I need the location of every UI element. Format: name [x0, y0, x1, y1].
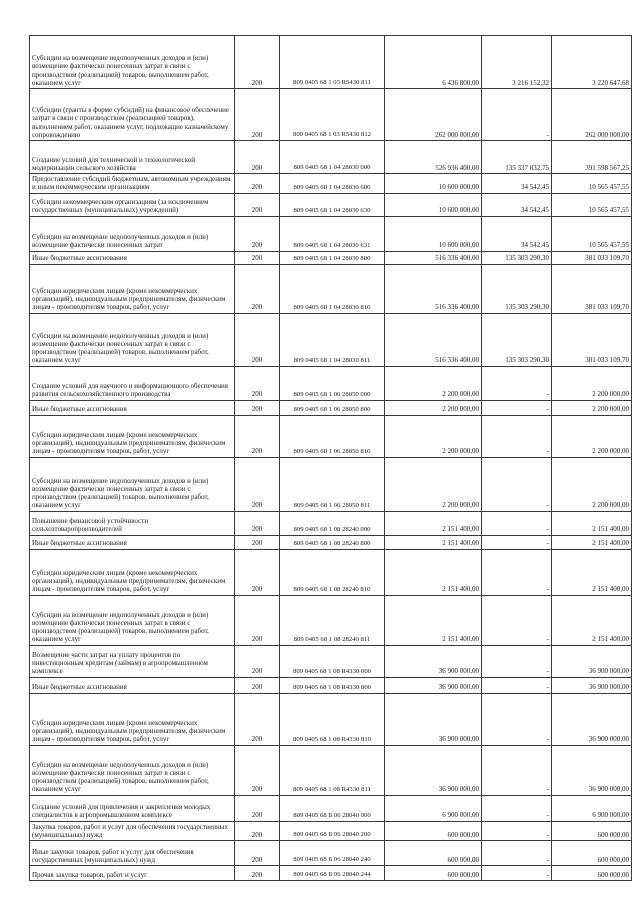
row-budget-code: 809 0405 68 Б 06 28040 000	[280, 795, 385, 821]
row-executed-amount: 135 303 290,30	[482, 313, 552, 366]
row-remaining-amount: 2 200 000,00	[552, 366, 632, 400]
row-remaining-amount: 2 200 000,00	[552, 457, 632, 511]
table-row	[30, 595, 632, 645]
row-executed-amount: -	[482, 595, 552, 645]
budget-execution-table	[29, 35, 632, 881]
row-budget-code: 809 0405 68 Б 06 28040 200	[280, 821, 385, 841]
row-executed-amount: -	[482, 89, 552, 141]
table-row	[30, 193, 632, 216]
row-approved-amount: 2 151 400,00	[385, 549, 482, 595]
row-line-code: 200	[235, 174, 280, 194]
row-budget-code: 809 0405 68 Б 06 28040 244	[280, 866, 385, 881]
row-name: Субсидии на возмещение недополученных доходов и (или) возмещение фактически понесенных затрат в связи с производством (реализацией) товаров, выполнением работ, оказанием услуг	[30, 313, 235, 366]
row-budget-code: 809 0405 68 1 06 28050 000	[280, 366, 385, 400]
row-executed-amount: 34 542,45	[482, 193, 552, 216]
row-executed-amount: -	[482, 693, 552, 745]
row-approved-amount: 2 151 400,00	[385, 535, 482, 549]
row-budget-code: 809 0405 68 1 04 28030 810	[280, 264, 385, 313]
table-row	[30, 821, 632, 841]
row-line-code: 200	[235, 645, 280, 677]
row-approved-amount: 2 151 400,00	[385, 511, 482, 535]
row-remaining-amount: 2 151 400,00	[552, 511, 632, 535]
row-remaining-amount: 381 033 109,70	[552, 251, 632, 264]
table-body	[30, 36, 632, 881]
row-executed-amount: 135 337 832,75	[482, 141, 552, 174]
row-executed-amount: -	[482, 821, 552, 841]
table-row	[30, 693, 632, 745]
row-name: Субсидии юридическим лицам (кроме некоммерческих организаций), индивидуальным предпринимателям, физическим лицам - производителям товаров, работ, услуг	[30, 415, 235, 457]
row-approved-amount: 2 200 000,00	[385, 457, 482, 511]
row-line-code: 200	[235, 216, 280, 251]
table-row	[30, 366, 632, 400]
row-approved-amount: 6 900 000,00	[385, 795, 482, 821]
row-line-code: 200	[235, 677, 280, 693]
row-executed-amount: -	[482, 841, 552, 866]
row-name: Повышение финансовой устойчивости сельхозтоваропроизводителей	[30, 511, 235, 535]
row-remaining-amount: 2 200 000,00	[552, 415, 632, 457]
row-budget-code: 809 0405 68 1 06 28050 811	[280, 457, 385, 511]
table-row	[30, 141, 632, 174]
row-line-code: 200	[235, 36, 280, 89]
row-name: Предоставление субсидий бюджетным, автономным учреждениям и иным некоммерческим организациям	[30, 174, 235, 194]
row-approved-amount: 6 436 800,00	[385, 36, 482, 89]
row-executed-amount: -	[482, 645, 552, 677]
row-approved-amount: 2 200 000,00	[385, 400, 482, 415]
row-approved-amount: 10 600 000,00	[385, 174, 482, 194]
row-line-code: 200	[235, 457, 280, 511]
row-executed-amount: -	[482, 415, 552, 457]
row-executed-amount: 135 303 290,30	[482, 251, 552, 264]
row-budget-code: 809 0405 68 1 08 R4330 000	[280, 645, 385, 677]
table-row	[30, 511, 632, 535]
row-budget-code: 809 0405 68 1 03 R5430 811	[280, 36, 385, 89]
table-row	[30, 36, 632, 89]
row-approved-amount: 36 900 000,00	[385, 745, 482, 795]
table-row	[30, 313, 632, 366]
row-line-code: 200	[235, 821, 280, 841]
table-row	[30, 415, 632, 457]
row-remaining-amount: 600 000,00	[552, 866, 632, 881]
row-remaining-amount: 381 033 109,70	[552, 313, 632, 366]
row-remaining-amount: 2 151 400,00	[552, 549, 632, 595]
row-line-code: 200	[235, 745, 280, 795]
row-line-code: 200	[235, 795, 280, 821]
row-budget-code: 809 0405 68 1 04 28030 000	[280, 141, 385, 174]
row-line-code: 200	[235, 89, 280, 141]
row-name: Прочая закупка товаров, работ и услуг	[30, 866, 235, 881]
row-line-code: 200	[235, 841, 280, 866]
row-executed-amount: -	[482, 795, 552, 821]
row-line-code: 200	[235, 511, 280, 535]
row-line-code: 200	[235, 866, 280, 881]
row-name: Создание условий для привлечения и закрепления молодых специалистов в агропромышленном комплексе	[30, 795, 235, 821]
row-remaining-amount: 2 151 400,00	[552, 535, 632, 549]
row-line-code: 200	[235, 193, 280, 216]
table-row	[30, 677, 632, 693]
row-remaining-amount: 2 151 400,00	[552, 595, 632, 645]
row-executed-amount: -	[482, 549, 552, 595]
row-line-code: 200	[235, 595, 280, 645]
row-name: Субсидии на возмещение недополученных доходов и (или) возмещение фактически понесенных затрат в связи с производством (реализацией) товаров, выполнением работ, оказанием услуг	[30, 36, 235, 89]
row-line-code: 200	[235, 549, 280, 595]
row-approved-amount: 600 000,00	[385, 821, 482, 841]
row-remaining-amount: 3 220 647,68	[552, 36, 632, 89]
row-name: Субсидии юридическим лицам (кроме некоммерческих организаций), индивидуальным предпринимателям, физическим лицам - производителям товаров, работ, услуг	[30, 264, 235, 313]
row-budget-code: 809 0405 68 Б 06 28040 240	[280, 841, 385, 866]
row-budget-code: 809 0405 68 1 08 28240 810	[280, 549, 385, 595]
row-remaining-amount: 600 000,00	[552, 821, 632, 841]
row-name: Закупка товаров, работ и услуг для обеспечения государственных (муниципальных) нужд	[30, 821, 235, 841]
row-line-code: 200	[235, 313, 280, 366]
row-budget-code: 809 0405 68 1 03 R5430 812	[280, 89, 385, 141]
row-remaining-amount: 600 000,00	[552, 841, 632, 866]
table-row	[30, 745, 632, 795]
row-budget-code: 809 0405 68 1 04 28030 631	[280, 216, 385, 251]
row-executed-amount: -	[482, 511, 552, 535]
row-remaining-amount: 391 598 567,25	[552, 141, 632, 174]
row-line-code: 200	[235, 400, 280, 415]
row-name: Субсидии некоммерческим организациям (за исключением государственных (муниципальных) учреждений)	[30, 193, 235, 216]
row-budget-code: 809 0405 68 1 08 28240 800	[280, 535, 385, 549]
row-approved-amount: 36 900 000,00	[385, 693, 482, 745]
row-budget-code: 809 0405 68 1 04 28030 630	[280, 193, 385, 216]
row-name: Субсидии (гранты в форме субсидий) на финансовое обеспечение затрат в связи с производством (реализацией товаров), выполнением работ, оказанием услуг, подлежащие казначейскому сопровождению	[30, 89, 235, 141]
row-remaining-amount: 10 565 457,55	[552, 193, 632, 216]
table-row	[30, 645, 632, 677]
row-budget-code: 809 0405 68 1 06 28050 810	[280, 415, 385, 457]
row-remaining-amount: 262 000 000,00	[552, 89, 632, 141]
table-row	[30, 216, 632, 251]
row-executed-amount: -	[482, 866, 552, 881]
row-line-code: 200	[235, 366, 280, 400]
row-remaining-amount: 2 200 000,00	[552, 400, 632, 415]
row-remaining-amount: 10 565 457,55	[552, 174, 632, 194]
row-approved-amount: 36 900 000,00	[385, 645, 482, 677]
row-approved-amount: 36 900 000,00	[385, 677, 482, 693]
row-remaining-amount: 381 033 109,70	[552, 264, 632, 313]
row-name: Иные бюджетные ассигнования	[30, 251, 235, 264]
row-executed-amount: -	[482, 677, 552, 693]
row-name: Субсидии юридическим лицам (кроме некоммерческих организаций), индивидуальным предпринимателям, физическим лицам - производителям товаров, работ, услуг	[30, 549, 235, 595]
row-remaining-amount: 6 900 000,00	[552, 795, 632, 821]
table-row	[30, 549, 632, 595]
row-approved-amount: 600 000,00	[385, 841, 482, 866]
row-remaining-amount: 36 900 000,00	[552, 645, 632, 677]
row-name: Иные бюджетные ассигнования	[30, 535, 235, 549]
row-executed-amount: -	[482, 457, 552, 511]
table-row	[30, 841, 632, 866]
row-name: Создание условий для научного и информационного обеспечения развития сельскохозяйственного производства	[30, 366, 235, 400]
row-budget-code: 809 0405 68 1 08 R4330 810	[280, 693, 385, 745]
row-budget-code: 809 0405 68 1 04 28030 811	[280, 313, 385, 366]
row-budget-code: 809 0405 68 1 04 28030 800	[280, 251, 385, 264]
row-remaining-amount: 36 900 000,00	[552, 693, 632, 745]
row-budget-code: 809 0405 68 1 04 28030 600	[280, 174, 385, 194]
row-approved-amount: 516 336 400,00	[385, 264, 482, 313]
row-approved-amount: 526 936 400,00	[385, 141, 482, 174]
row-executed-amount: 3 216 152,32	[482, 36, 552, 89]
row-approved-amount: 600 000,00	[385, 866, 482, 881]
table-row	[30, 795, 632, 821]
row-line-code: 200	[235, 264, 280, 313]
row-name: Субсидии на возмещение недополученных доходов и (или) возмещение фактически понесенных затрат в связи с производством (реализацией) товаров, выполнением работ, оказанием услуг	[30, 745, 235, 795]
row-line-code: 200	[235, 535, 280, 549]
row-budget-code: 809 0405 68 1 06 28050 800	[280, 400, 385, 415]
row-approved-amount: 262 000 000,00	[385, 89, 482, 141]
row-remaining-amount: 10 565 457,55	[552, 216, 632, 251]
row-name: Субсидии на возмещение недополученных доходов и (или) возмещение фактически понесенных затрат в связи с производством (реализацией) товаров, выполнением работ, оказанием услуг	[30, 457, 235, 511]
table-row	[30, 89, 632, 141]
table-row	[30, 866, 632, 881]
row-approved-amount: 516 336 400,00	[385, 251, 482, 264]
row-approved-amount: 10 600 000,00	[385, 193, 482, 216]
table-row	[30, 174, 632, 194]
row-line-code: 200	[235, 415, 280, 457]
row-name: Иные закупки товаров, работ и услуг для обеспечения государственных (муниципальных) нужд	[30, 841, 235, 866]
row-name: Иные бюджетные ассигнования	[30, 677, 235, 693]
row-executed-amount: 34 542,45	[482, 174, 552, 194]
row-executed-amount: 34 542,45	[482, 216, 552, 251]
table-row	[30, 400, 632, 415]
row-line-code: 200	[235, 251, 280, 264]
row-approved-amount: 2 151 400,00	[385, 595, 482, 645]
row-name: Иные бюджетные ассигнования	[30, 400, 235, 415]
row-executed-amount: -	[482, 400, 552, 415]
row-line-code: 200	[235, 141, 280, 174]
row-budget-code: 809 0405 68 1 08 R4330 811	[280, 745, 385, 795]
row-line-code: 200	[235, 693, 280, 745]
row-name: Субсидии юридическим лицам (кроме некоммерческих организаций), индивидуальным предпринимателям, физическим лицам - производителям товаров, работ, услуг	[30, 693, 235, 745]
row-name: Возмещение части затрат на уплату процентов по инвестиционным кредитам (займам) в агропромышленном комплексе	[30, 645, 235, 677]
row-approved-amount: 2 200 000,00	[385, 366, 482, 400]
row-approved-amount: 10 600 000,00	[385, 216, 482, 251]
row-executed-amount: -	[482, 745, 552, 795]
row-executed-amount: -	[482, 366, 552, 400]
row-name: Субсидии на возмещение недополученных доходов и (или) возмещение фактически понесенных затрат в связи с производством (реализацией) товаров, выполнением работ, оказанием услуг	[30, 595, 235, 645]
row-name: Создание условий для технической и технологической модернизации сельского хозяйства	[30, 141, 235, 174]
row-approved-amount: 516 336 400,00	[385, 313, 482, 366]
row-approved-amount: 2 200 000,00	[385, 415, 482, 457]
table-row	[30, 264, 632, 313]
table-row	[30, 535, 632, 549]
table-row	[30, 457, 632, 511]
row-remaining-amount: 36 900 000,00	[552, 745, 632, 795]
row-remaining-amount: 36 900 000,00	[552, 677, 632, 693]
row-executed-amount: 135 303 290,30	[482, 264, 552, 313]
row-budget-code: 809 0405 68 1 08 28240 811	[280, 595, 385, 645]
row-executed-amount: -	[482, 535, 552, 549]
row-name: Субсидии на возмещение недополученных доходов и (или) возмещение фактически понесенных затрат	[30, 216, 235, 251]
row-budget-code: 809 0405 68 1 08 28240 000	[280, 511, 385, 535]
row-budget-code: 809 0405 68 1 08 R4330 800	[280, 677, 385, 693]
table-row	[30, 251, 632, 264]
